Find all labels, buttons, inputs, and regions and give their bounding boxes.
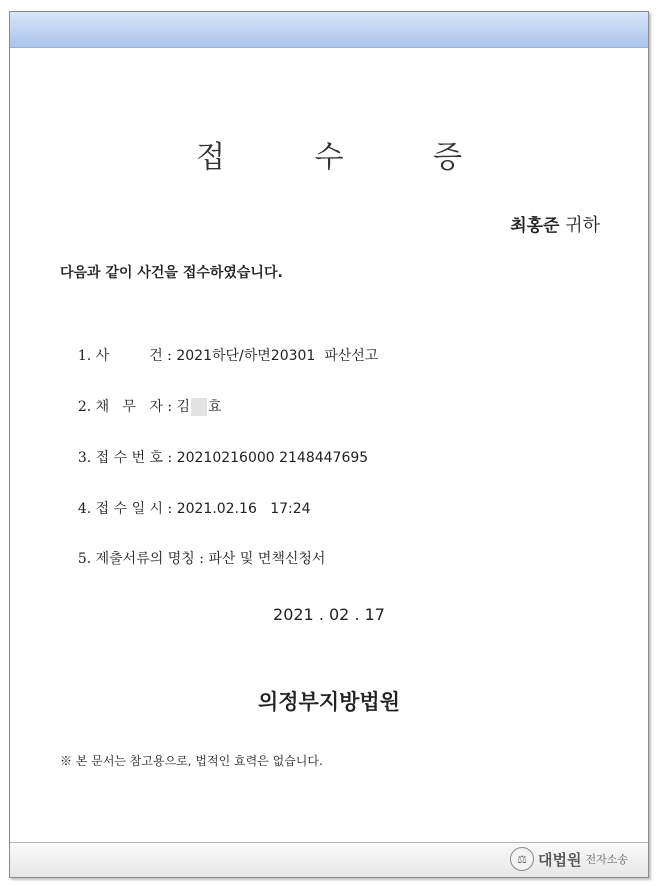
document-name-label: 5. 제출서류의 명칭 : xyxy=(77,551,209,567)
receipt-number-value: 20210216000 2148447695 xyxy=(176,450,369,466)
receipt-datetime-row xyxy=(60,482,311,534)
logo-subtitle: 전자소송 xyxy=(585,853,628,866)
redaction-box xyxy=(191,398,207,416)
recipient xyxy=(510,211,600,237)
document-header-bar xyxy=(10,12,648,48)
recipient-suffix: 귀하 xyxy=(565,215,600,236)
receipt-number-row xyxy=(60,431,368,483)
receipt-datetime-value: 2021.02.16 17:24 xyxy=(176,501,311,517)
recipient-name: 최홍준 xyxy=(510,216,560,236)
debtor-name-last: 효 xyxy=(208,399,222,415)
document-footer xyxy=(10,842,648,877)
case-row xyxy=(60,329,378,381)
court-logo xyxy=(510,847,628,871)
case-value: 2021하단/하면20301 파산선고 xyxy=(176,348,379,364)
court-name: 의정부지방법원 xyxy=(257,689,400,714)
debtor-row xyxy=(60,380,222,432)
document-name-row xyxy=(60,532,325,584)
debtor-label: 2. 채 무 자 : xyxy=(77,399,177,415)
document-title: 접 수 증 xyxy=(195,140,502,175)
document-name-value: 파산 및 면책신청서 xyxy=(208,551,326,567)
case-label: 1. 사 건 : xyxy=(77,348,177,364)
intro-text: 다음과 같이 사건을 접수하였습니다. xyxy=(60,265,283,281)
receipt-datetime-label: 4. 접 수 일 시 : xyxy=(77,501,177,517)
receipt-document xyxy=(9,11,649,878)
debtor-name-first: 김 xyxy=(176,399,191,415)
supreme-court-emblem-icon: ⚖ xyxy=(510,847,534,871)
logo-brand: 대법원 xyxy=(538,850,582,869)
legal-notice: ※ 본 문서는 참고용으로, 법적인 효력은 없습니다. xyxy=(60,754,323,768)
receipt-number-label: 3. 접 수 번 호 : xyxy=(77,450,177,466)
issue-date: 2021 . 02 . 17 xyxy=(273,605,385,624)
